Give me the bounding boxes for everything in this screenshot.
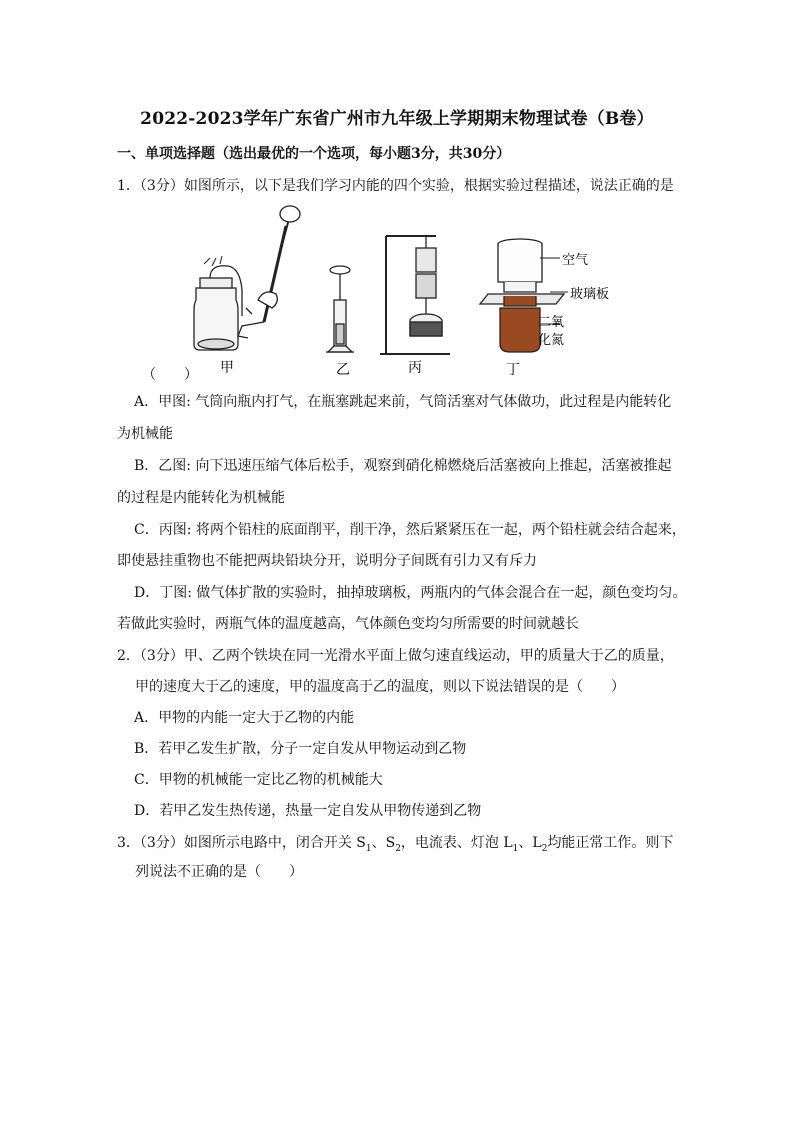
q3-sub-s2: 2	[395, 843, 401, 854]
experiment-illustration	[140, 204, 620, 382]
q3-stem-part5: 均能正常工作。则下	[547, 835, 674, 851]
figure-bing	[380, 236, 450, 354]
label-glass: 玻璃板	[570, 287, 610, 302]
q2-option-d: D．若甲乙发生热传递，热量一定自发从甲物传递到乙物	[134, 803, 482, 819]
q1-option-a-cont: 为机械能	[117, 426, 173, 442]
label-no2-a: 二氧	[538, 315, 565, 330]
q1-option-c-cont: 即使悬挂重物也不能把两块铅块分开，说明分子间既有引力又有斥力	[117, 553, 537, 569]
q3-stem-part2: 、S	[371, 835, 396, 851]
section-heading: 一、单项选择题（选出最优的一个选项，每小题3分，共30分）	[117, 146, 511, 162]
label-no2-b: 化氮	[538, 333, 565, 348]
label-yi: 乙	[336, 362, 350, 378]
label-air: 空气	[562, 253, 589, 268]
page-title: 2022-2023学年广东省广州市九年级上学期期末物理试卷（B卷）	[140, 109, 654, 129]
q1-figure	[140, 204, 620, 382]
q2-stem: 2．（3分）甲、乙两个铁块在同一光滑水平面上做匀速直线运动，甲的质量大于乙的质量，	[117, 648, 674, 664]
label-ding: 丁	[506, 362, 520, 378]
q3-stem	[117, 833, 673, 859]
q3-stem-cont: 列说法不正确的是（ ）	[135, 864, 303, 880]
figure-yi	[326, 266, 354, 352]
q3-stem-part4: 、L	[518, 835, 542, 851]
q3-sub-l1: 1	[512, 843, 519, 854]
q3-sub-l2: 2	[541, 843, 548, 854]
q2-option-c: C．甲物的机械能一定比乙物的机械能大	[134, 772, 383, 788]
figure-jia	[194, 206, 300, 350]
q1-option-d: D．丁图: 做气体扩散的实验时，抽掉玻璃板，两瓶内的气体会混合在一起，颜色变均匀。	[134, 585, 687, 601]
q1-answer-paren: （ ）	[142, 367, 198, 383]
label-jia: 甲	[220, 360, 234, 376]
q3-sub-s1: 1	[365, 843, 372, 854]
label-bing: 丙	[408, 360, 422, 376]
q3-stem-part3: ，电流表、灯泡 L	[400, 835, 513, 851]
q1-option-d-cont: 若做此实验时，两瓶气体的温度越高，气体颜色变均匀所需要的时间就越长	[117, 616, 579, 632]
q1-stem: 1．（3分）如图所示，以下是我们学习内能的四个实验，根据实验过程描述，说法正确的是	[117, 178, 674, 194]
q1-option-b-cont: 的过程是内能转化为机械能	[117, 490, 285, 506]
q1-option-a: A．甲图: 气筒向瓶内打气，在瓶塞跳起来前，气筒活塞对气体做功，此过程是内能转化	[134, 394, 672, 410]
q2-option-b: B．若甲乙发生扩散，分子一定自发从甲物运动到乙物	[134, 741, 467, 757]
q2-option-a: A．甲物的内能一定大于乙物的内能	[134, 710, 355, 726]
q1-option-b: B．乙图: 向下迅速压缩气体后松手，观察到硝化棉燃烧后活塞被向上推起，活塞被推起	[134, 458, 672, 474]
q3-stem-part1: 3．（3分）如图所示电路中，闭合开关 S	[117, 835, 366, 851]
q2-stem-cont: 甲的速度大于乙的速度，甲的温度高于乙的温度，则以下说法错误的是（ ）	[135, 679, 625, 695]
q1-option-c: C．丙图: 将两个铅柱的底面削平，削干净，然后紧紧压在一起，两个铅柱就会结合起来，	[134, 522, 686, 538]
